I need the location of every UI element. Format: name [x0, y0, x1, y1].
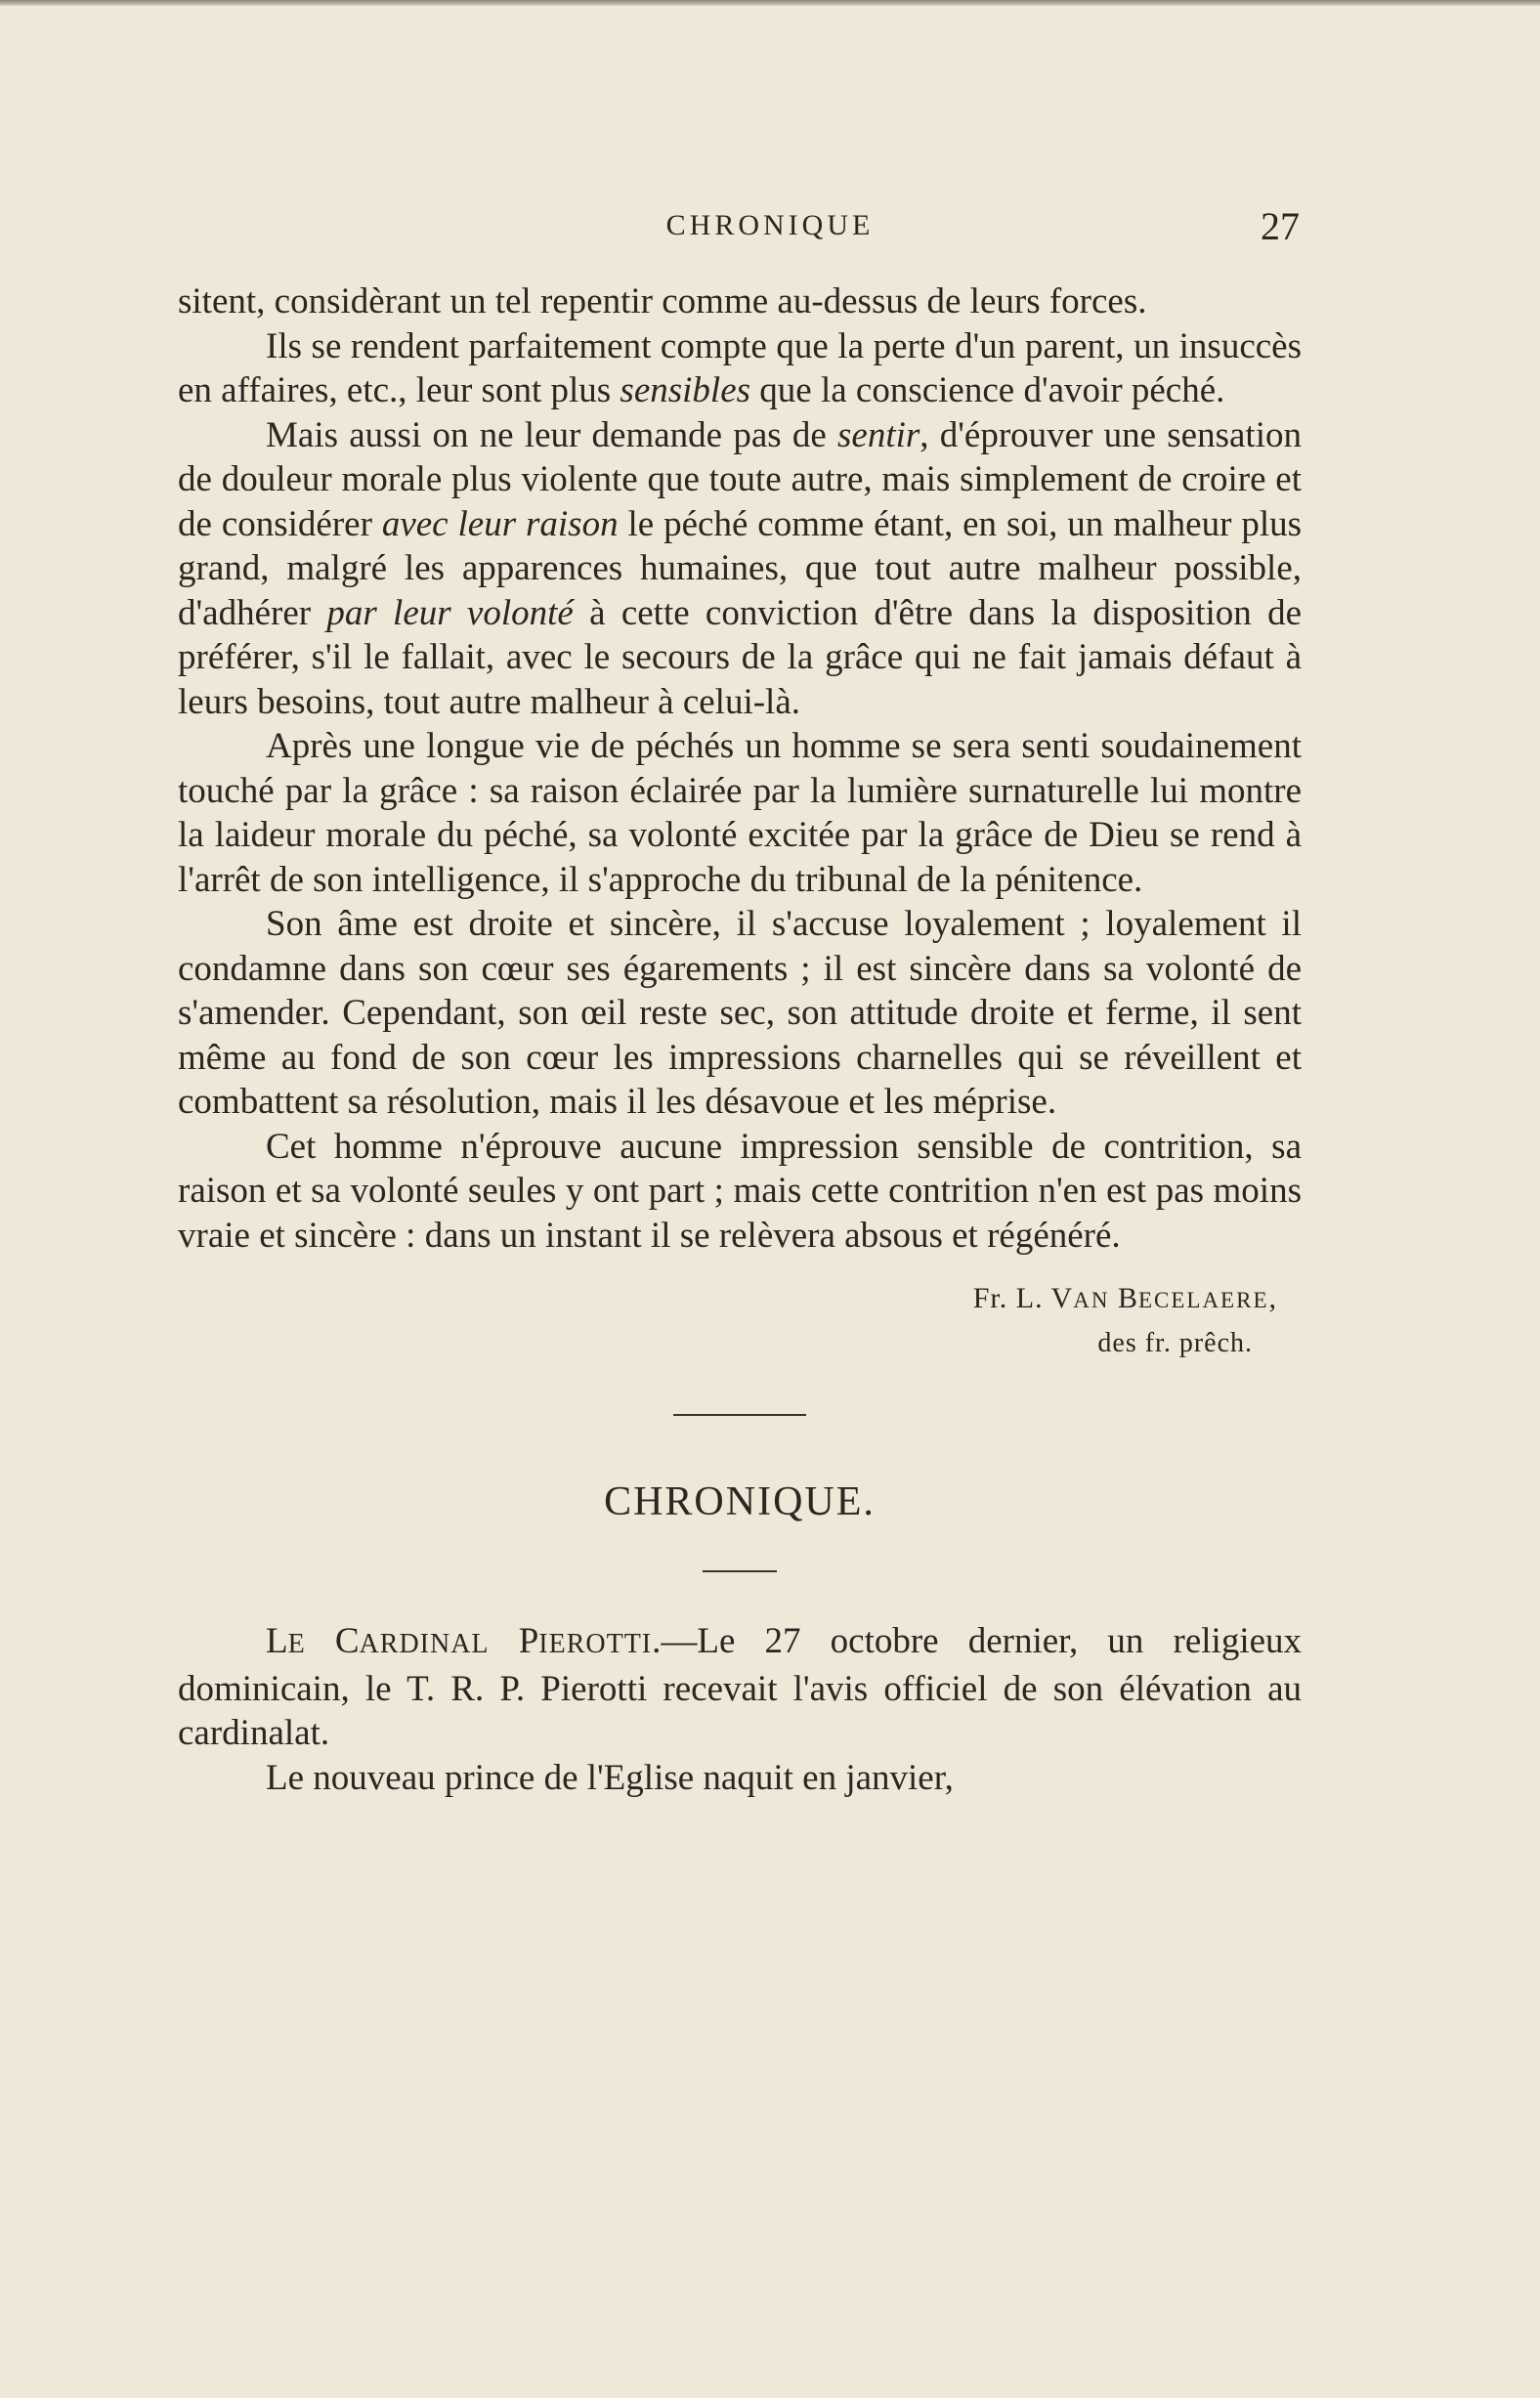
chronique-paragraph-1: LE CARDINAL PIEROTTI.—Le 27 octobre dernier, un religieux dominicain, le T. R. P. Pierotti recevait l'avis officiel de son élévation au cardinalat.: [178, 1621, 1303, 1753]
text-segment: à cette conviction d'être dans la disposition de préférer, s'il le fallait, avec le secours de la grâce qui ne fait jamais défaut à leurs besoins, tout autre malheur à celui-là.: [178, 592, 1302, 722]
paragraph-5: [178, 902, 1302, 1125]
text-segment: Son âme est droite et sincère, il s'accuse loyalement ; loyalement il condamne dans son cœur ses égarements ; il est sincère dans sa volonté de s'amender. Cependant, son œil reste sec, son attitude droite et ferme, il sent même au fond de son cœur les impressions charnelles qui se réveillent et combattent sa résolution, mais il les désavoue et les méprise.: [178, 904, 1302, 1122]
text-segment: Le nouveau prince de l'Eglise naquit en janvier,: [266, 1757, 954, 1798]
paragraph-2: [178, 324, 1302, 413]
section-heading: CHRONIQUE.: [604, 1479, 876, 1524]
text-segment: le péché comme étant, en soi, un malheur plus grand, malgré les apparences humaines, que tout autre malheur possible, d'adhérer: [178, 503, 1303, 633]
signature-name: Fr. L. VAN BECELAERE,: [972, 1282, 1277, 1314]
heading-underline: [703, 1570, 777, 1572]
section-divider: [673, 1414, 806, 1416]
author-signature: [178, 1277, 1277, 1365]
body-text: [178, 279, 1302, 1800]
italic-segment: sensibles: [620, 370, 751, 410]
italic-segment: sentir: [837, 414, 920, 455]
italic-segment: par leur volonté: [326, 592, 574, 633]
text-segment: Après une longue vie de péchés un homme se sera senti soudainement touché par la grâce : sa raison éclairée par la lumière surnaturelle lui montre la laideur morale du péché, sa volonté excitée par la grâce de Dieu se rend à l'arrêt de son intelligence, il s'approche du tribunal de la pénitence.: [178, 726, 1302, 900]
text-segment: sitent, considèrant un tel repentir comme au-dessus de leurs forces.: [178, 281, 1147, 321]
signature-order: des fr. prêch.: [1097, 1328, 1253, 1358]
paragraph-3: [178, 413, 1302, 725]
text-segment: —Le 27 octobre dernier, un religieux dominicain, le T. R. P. Pierotti recevait l'avis officiel de son élévation au cardinalat.: [178, 1621, 1303, 1753]
chronique-paragraph-2: [178, 1756, 1302, 1801]
chronique-section: [178, 1619, 1302, 1800]
page-top-edge: [0, 0, 1540, 6]
italic-segment: avec leur raison: [381, 503, 619, 544]
paragraph-6: [178, 1125, 1302, 1259]
text-segment: Mais aussi on ne leur demande pas de: [266, 414, 838, 455]
text-segment: que la conscience d'avoir péché.: [750, 370, 1225, 410]
running-head: [0, 203, 1540, 252]
paragraph-1: [178, 279, 1302, 324]
text-segment: Cet homme n'éprouve aucune impression sensible de contrition, sa raison et sa volonté seules y ont part ; mais cette contrition n'en est pas moins vraie et sincère : dans un instant il se relèvera absous et régénéré.: [178, 1126, 1302, 1256]
text-segment: Ils se rendent parfaitement compte que la perte d'un parent, un insuccès en affaires, etc., leur sont plus: [178, 325, 1302, 410]
page-number: 27: [1261, 204, 1300, 248]
paragraph-4: [178, 724, 1302, 902]
running-title: CHRONIQUE: [665, 209, 875, 241]
text-segment: , d'éprouver une sensation de douleur morale plus violente que toute autre, mais simplement de croire et de considérer: [178, 414, 1302, 544]
